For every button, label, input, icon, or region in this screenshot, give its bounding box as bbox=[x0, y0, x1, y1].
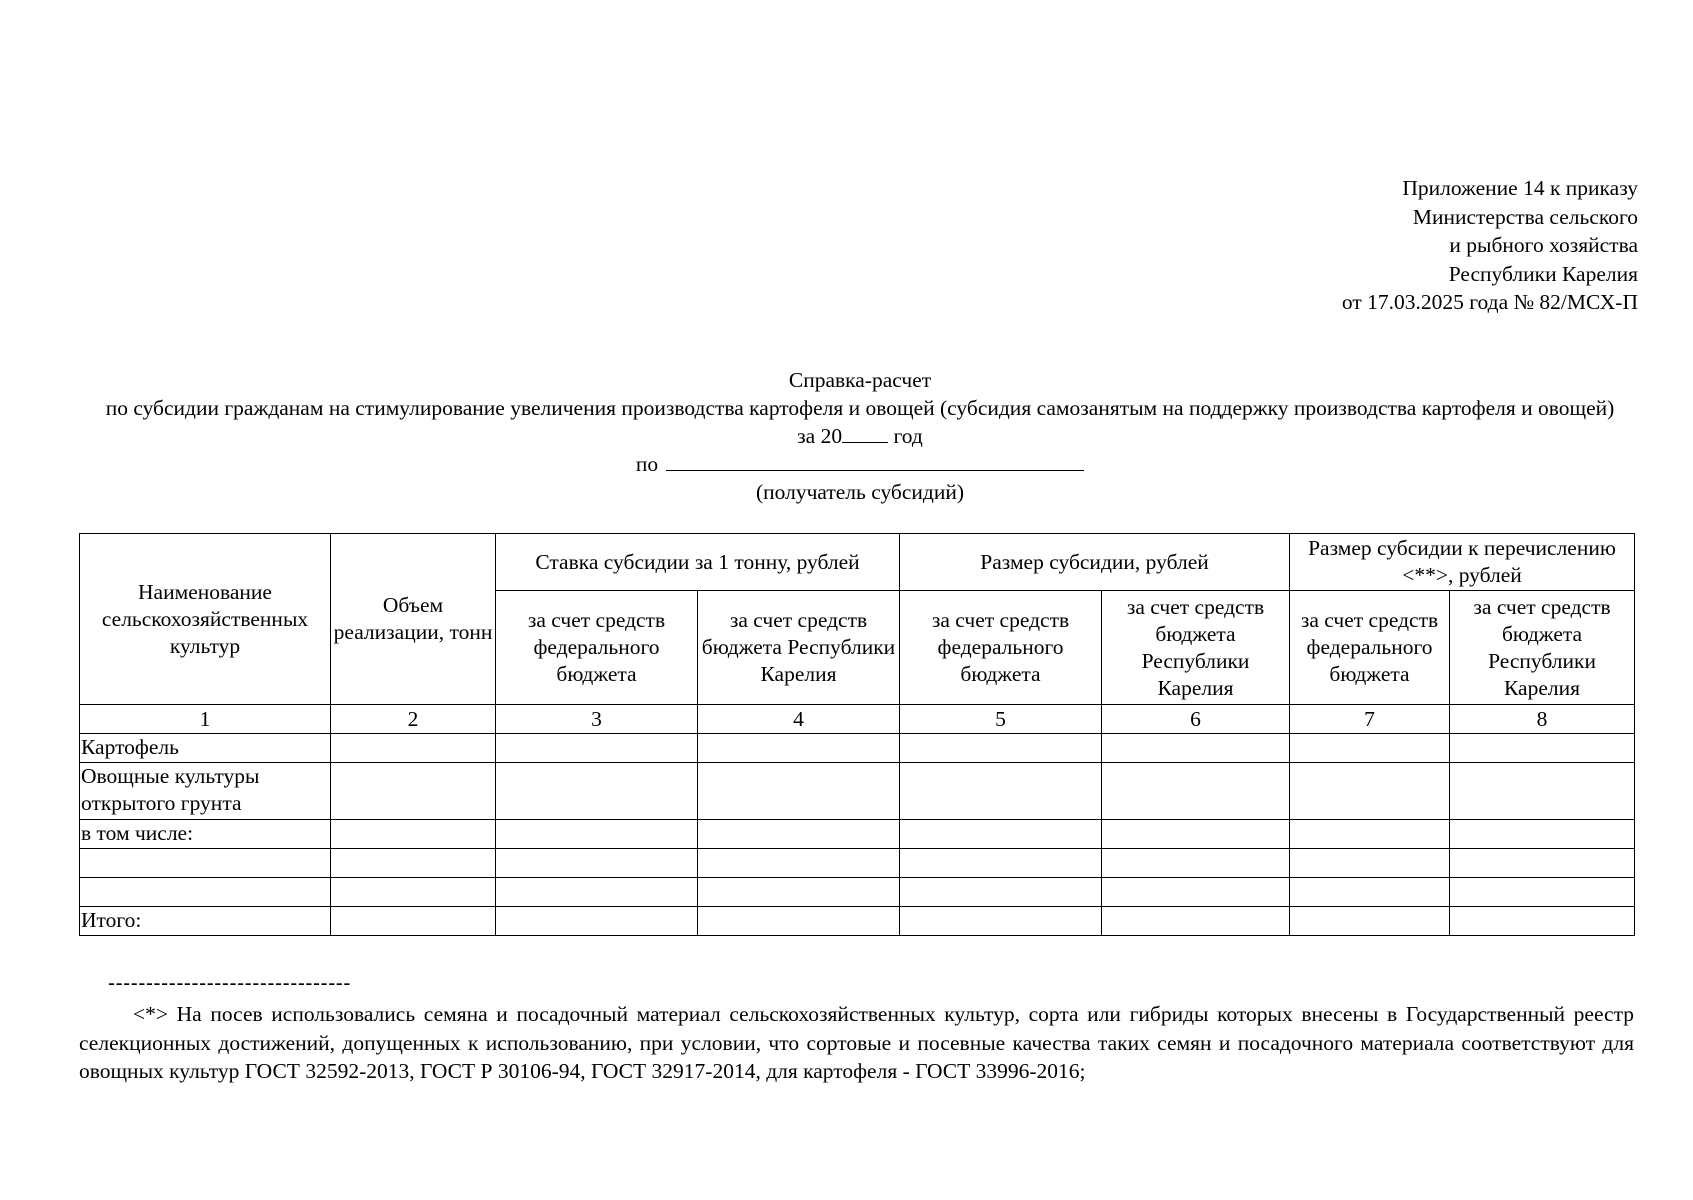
table-cell[interactable] bbox=[1290, 878, 1450, 907]
column-number: 1 bbox=[80, 705, 331, 734]
table-cell[interactable] bbox=[900, 878, 1102, 907]
column-number: 6 bbox=[1102, 705, 1290, 734]
table-cell[interactable] bbox=[331, 763, 496, 820]
row-label: Картофель bbox=[80, 734, 331, 763]
subsidy-table bbox=[79, 533, 1635, 936]
table-cell[interactable] bbox=[1102, 878, 1290, 907]
row-label[interactable] bbox=[80, 849, 331, 878]
footnote-separator: -------------------------------- bbox=[108, 972, 351, 995]
appendix-line-4: Республики Карелия bbox=[1448, 261, 1638, 286]
table-cell[interactable] bbox=[331, 734, 496, 763]
year-prefix: за 20 bbox=[797, 424, 843, 448]
table-cell[interactable] bbox=[1450, 734, 1635, 763]
table-row-blank bbox=[80, 878, 1635, 907]
table-cell[interactable] bbox=[331, 849, 496, 878]
footnote-text: <*> На посев использовались семяна и посадочный материал сельскохозяйственных культур, сорта или гибриды которых внесены в Государственный реестр селекционных достижений, допущенных к использованию, при условии, что сортовые и посевные качества таких семян и посадочного материала соответствуют для овощных культур ГОСТ 32592-2013, ГОСТ Р 30106-94, ГОСТ 32917-2014, для картофеля - ГОСТ 33996-2016; bbox=[79, 1002, 1634, 1083]
table-cell[interactable] bbox=[1102, 734, 1290, 763]
table-cell[interactable] bbox=[496, 763, 698, 820]
table-cell[interactable] bbox=[1450, 878, 1635, 907]
row-label: Овощные культуры открытого грунта bbox=[80, 763, 331, 820]
column-number: 3 bbox=[496, 705, 698, 734]
document-title: Справка-расчет bbox=[788, 368, 932, 392]
table-cell[interactable] bbox=[496, 849, 698, 878]
table-cell[interactable] bbox=[1102, 849, 1290, 878]
header-size-group: Размер субсидии, рублей bbox=[900, 534, 1290, 591]
appendix-line-2: Министерства сельского bbox=[1412, 204, 1638, 229]
table-row-vegetables bbox=[80, 763, 1635, 820]
table-cell[interactable] bbox=[331, 878, 496, 907]
table-cell[interactable] bbox=[1450, 820, 1635, 849]
column-number: 8 bbox=[1450, 705, 1635, 734]
appendix-line-1: Приложение 14 к приказу bbox=[1402, 176, 1638, 200]
table-cell[interactable] bbox=[698, 878, 900, 907]
table-cell[interactable] bbox=[900, 907, 1102, 936]
table-row-blank bbox=[80, 849, 1635, 878]
table-cell[interactable] bbox=[1290, 820, 1450, 849]
table-cell[interactable] bbox=[1450, 763, 1635, 820]
year-blank[interactable] bbox=[842, 424, 888, 443]
recipient-blank[interactable] bbox=[666, 450, 1084, 471]
table-cell[interactable] bbox=[1102, 907, 1290, 936]
table-cell[interactable] bbox=[698, 734, 900, 763]
column-number: 5 bbox=[900, 705, 1102, 734]
document-subtitle: по субсидии гражданам на стимулирование увеличения производства картофеля и овощей (субсидия самозанятым на поддержку производства картофеля и овощей) bbox=[105, 396, 1615, 420]
table-cell[interactable] bbox=[1450, 849, 1635, 878]
header-transfer-regional: за счет средств бюджета Республики Карелия bbox=[1450, 591, 1635, 705]
column-number: 7 bbox=[1290, 705, 1450, 734]
appendix-line-5: от 17.03.2025 года № 82/МСХ-П bbox=[1341, 290, 1638, 314]
header-rate-federal: за счет средств федерального бюджета bbox=[496, 591, 698, 705]
table-cell[interactable] bbox=[698, 849, 900, 878]
header-size-federal: за счет средств федерального бюджета bbox=[900, 591, 1102, 705]
year-line bbox=[80, 422, 1640, 450]
header-transfer-group: Размер субсидии к перечислению <**>, рублей bbox=[1290, 534, 1635, 591]
table-cell[interactable] bbox=[496, 907, 698, 936]
table-row-including bbox=[80, 820, 1635, 849]
header-row-1 bbox=[80, 534, 1635, 591]
recipient-line bbox=[80, 450, 1640, 478]
table-cell[interactable] bbox=[1290, 849, 1450, 878]
table-cell[interactable] bbox=[900, 820, 1102, 849]
table-cell[interactable] bbox=[1290, 907, 1450, 936]
table-cell[interactable] bbox=[496, 820, 698, 849]
document-title-block bbox=[80, 366, 1640, 506]
recipient-caption: (получатель субсидий) bbox=[755, 480, 965, 504]
year-suffix: год bbox=[888, 424, 923, 448]
table-cell[interactable] bbox=[698, 907, 900, 936]
header-crop-name: Наименование сельскохозяйственных культур bbox=[80, 534, 331, 705]
table-cell[interactable] bbox=[900, 763, 1102, 820]
row-label[interactable] bbox=[80, 878, 331, 907]
table-cell[interactable] bbox=[1102, 820, 1290, 849]
column-number: 2 bbox=[331, 705, 496, 734]
table-cell[interactable] bbox=[698, 763, 900, 820]
table-cell[interactable] bbox=[331, 907, 496, 936]
table-cell[interactable] bbox=[698, 820, 900, 849]
table-cell[interactable] bbox=[1290, 763, 1450, 820]
table-cell[interactable] bbox=[496, 734, 698, 763]
table-cell[interactable] bbox=[900, 849, 1102, 878]
header-transfer-federal: за счет средств федерального бюджета bbox=[1290, 591, 1450, 705]
table-cell[interactable] bbox=[496, 878, 698, 907]
row-label: Итого: bbox=[80, 907, 331, 936]
header-size-regional: за счет средств бюджета Республики Карелия bbox=[1102, 591, 1290, 705]
table-row-total bbox=[80, 907, 1635, 936]
table-row-potato bbox=[80, 734, 1635, 763]
table-cell[interactable] bbox=[331, 820, 496, 849]
header-volume: Объем реализации, тонн bbox=[331, 534, 496, 705]
table-cell[interactable] bbox=[900, 734, 1102, 763]
table-cell[interactable] bbox=[1290, 734, 1450, 763]
header-rate-regional: за счет средств бюджета Республики Карелия bbox=[698, 591, 900, 705]
header-rate-group: Ставка субсидии за 1 тонну, рублей bbox=[496, 534, 900, 591]
column-number: 4 bbox=[698, 705, 900, 734]
appendix-reference bbox=[1342, 174, 1638, 317]
recipient-prefix: по bbox=[635, 452, 659, 476]
column-number-row bbox=[80, 705, 1635, 734]
table-cell[interactable] bbox=[1102, 763, 1290, 820]
row-label: в том числе: bbox=[80, 820, 331, 849]
table-cell[interactable] bbox=[1450, 907, 1635, 936]
appendix-line-3: и рыбного хозяйства bbox=[1449, 233, 1638, 257]
